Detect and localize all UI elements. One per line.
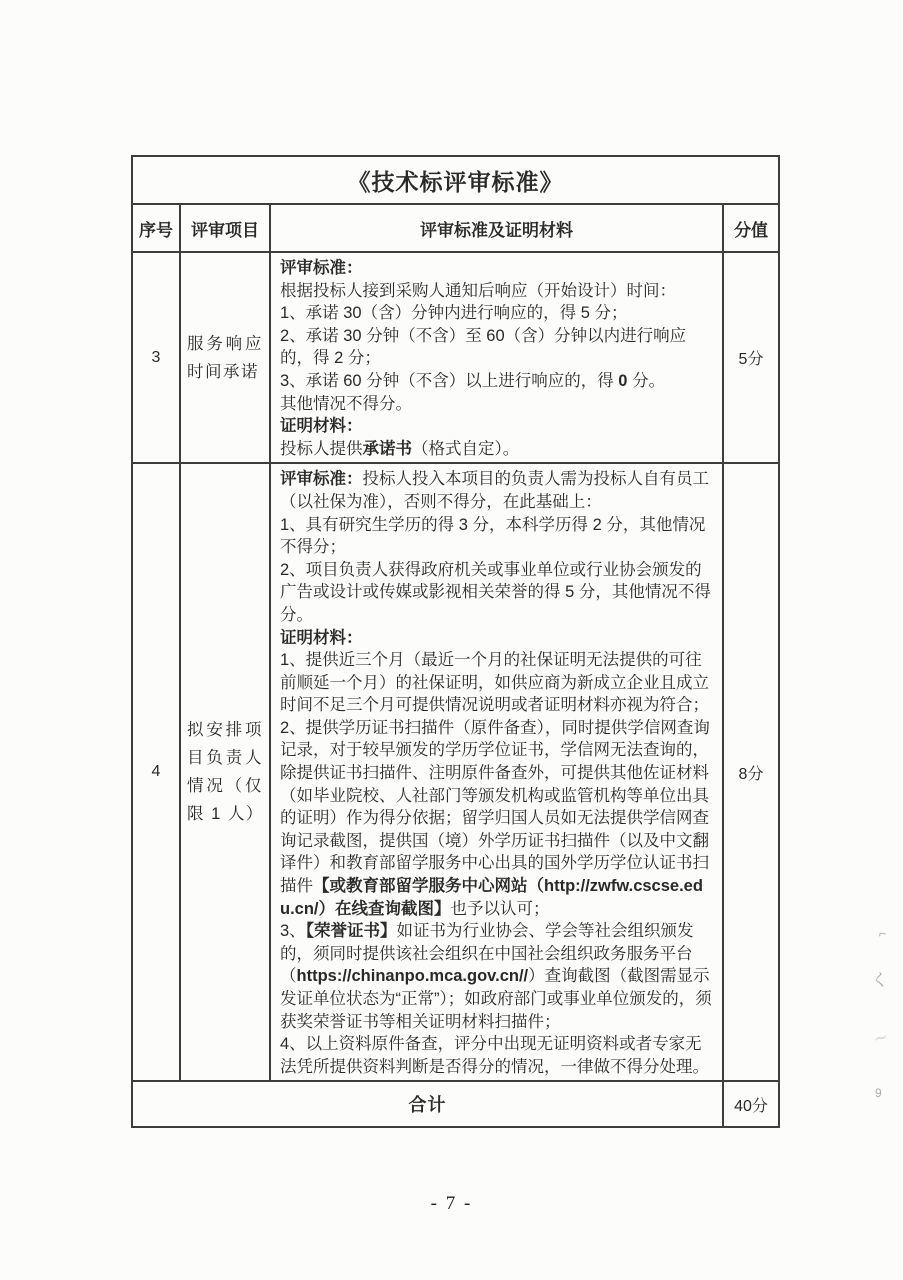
criteria-paragraph: 3、【荣誉证书】如证书为行业协会、学会等社会组织颁发的，须同时提供该社会组织在中国社会组织政务服务平台（https://chinanpo.mca.gov.cn//）查询截图（截图需显示发证单位状态为“正常”）；如政府部门或事业单位颁发的，须获奖荣誉证书等相关证明材料扫描件； [280, 922, 712, 1031]
criteria-paragraph: 2、提供学历证书扫描件（原件备查），同时提供学信网查询记录，对于较早颁发的学历学位证书，学信网无法查询的，除提供证书扫描件、注明原件备查外，可提供其他佐证材料（如毕业院校、人社部门等颁发机构或监管机构等单位出具的证明）作为得分依据；留学归国人员如无法提供学信网查询记录截图，提供国（境）外学历证书扫描件（以及中文翻译件）和教育部留学服务中心出具的国外学历学位认证书扫描件【或教育部留学服务中心网站（http://zwfw.cscse.edu.cn/）在线查询截图】也予以认可； [280, 718, 710, 918]
criteria-paragraph: 证明材料： [280, 628, 363, 647]
criteria-paragraph: 1、承诺 30（含）分钟内进行响应的，得 5 分； [280, 304, 628, 323]
criteria-paragraph: 投标人提供承诺书（格式自定）。 [280, 439, 520, 458]
criteria-paragraph: 3、承诺 60 分钟（不含）以上进行响应的，得 0 分。 [280, 371, 666, 390]
scan-artifact: 〜 [872, 1029, 890, 1048]
col-header-criteria: 评审标准及证明材料 [270, 204, 723, 252]
criteria-paragraph: 其他情况不得分。 [280, 394, 412, 413]
criteria-paragraph: 评审标准： [280, 259, 363, 277]
table-row [132, 252, 779, 463]
row-score-value: 5分 [723, 252, 779, 463]
table-header-row [132, 204, 779, 252]
row-criteria-text [270, 463, 723, 1081]
row-criteria-text [270, 252, 723, 463]
total-score-value: 40分 [723, 1081, 779, 1127]
row-seq-number: 3 [132, 252, 180, 463]
table-title: 《技术标评审标准》 [132, 156, 779, 204]
col-header-item: 评审项目 [180, 204, 270, 252]
scan-artifact: ⌐ [877, 925, 888, 942]
criteria-paragraph: 2、项目负责人获得政府机关或事业单位或行业协会颁发的广告或设计或传媒或影视相关荣誉的得 5 分，其他情况不得分。 [280, 560, 711, 624]
scan-artifact: 9 [875, 1086, 882, 1100]
criteria-paragraph: 证明材料： [280, 417, 363, 436]
criteria-paragraph: 根据投标人接到采购人通知后响应（开始设计）时间： [280, 281, 676, 300]
criteria-paragraph: 1、具有研究生学历的得 3 分，本科学历得 2 分，其他情况不得分； [280, 515, 706, 557]
col-header-score: 分值 [723, 204, 779, 252]
total-label: 合计 [132, 1081, 723, 1127]
criteria-paragraph: 4、以上资料原件备查，评分中出现无证明资料或者专家无法凭所提供资料判断是否得分的情况，一律做不得分处理。 [280, 1035, 709, 1076]
scan-artifact: く [870, 970, 890, 991]
table-title-row [132, 156, 779, 204]
row-item-name: 拟安排项目负责人情况（仅限 1 人） [180, 463, 270, 1081]
criteria-paragraph: 2、承诺 30 分钟（不含）至 60（含）分钟以内进行响应的，得 2 分； [280, 326, 687, 368]
evaluation-criteria-table [131, 155, 780, 1128]
table-total-row [132, 1081, 779, 1127]
page-number: - 7 - [430, 1193, 473, 1214]
row-seq-number: 4 [132, 463, 180, 1081]
criteria-paragraph: 评审标准：投标人投入本项目的负责人需为投标人自有员工（以社保为准），否则不得分，在此基础上： [280, 470, 709, 511]
col-header-seq: 序号 [132, 204, 180, 252]
row-item-name: 服务响应时间承诺 [180, 252, 270, 463]
row-score-value: 8分 [723, 463, 779, 1081]
table-row [132, 463, 779, 1081]
criteria-paragraph: 1、提供近三个月（最近一个月的社保证明无法提供的可往前顺延一个月）的社保证明，如供应商为新成立企业且成立时间不足三个月可提供情况说明或者证明材料亦视为符合； [280, 651, 709, 715]
